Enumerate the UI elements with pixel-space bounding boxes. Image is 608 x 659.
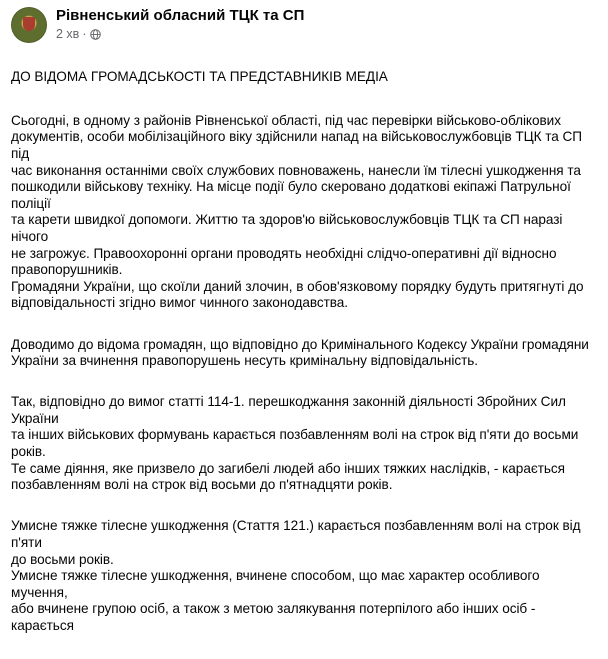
page-name-link[interactable]: Рівненський обласний ТЦК та СП bbox=[56, 7, 305, 24]
post-meta bbox=[56, 6, 304, 42]
separator-dot: · bbox=[82, 27, 87, 41]
post-headline: ДО ВІДОМА ГРОМАДСЬКОСТІ ТА ПРЕДСТАВНИКІВ МЕДІА bbox=[11, 68, 388, 84]
post-paragraph-2: Доводимо до відома громадян, що відповідно до Кримінального Кодексу України громадяни України за вчинення правопорушень несуть кримінальну відповідальність. bbox=[11, 336, 589, 369]
post-body bbox=[11, 52, 598, 659]
post-paragraph-4: Умисне тяжке тілесне ушкодження (Стаття 121.) карається позбавленням волі на строк від п'яти до восьми років. Умисне тяжке тілесне ушкодження, вчинене способом, що має характер особливого мучення, або вчинене групою осіб, а також з метою залякування потерпілого або інших осіб - карається bbox=[11, 518, 581, 633]
globe-icon bbox=[90, 29, 101, 40]
post-header bbox=[11, 0, 598, 52]
post-timestamp[interactable]: 2 хв bbox=[56, 27, 80, 41]
post-subline bbox=[56, 26, 304, 42]
post-paragraph-1: Сьогодні, в одному з районів Рівненської області, під час перевірки військово-облікових документів, особи мобілізаційного віку здійснили напад на військовослужбовців ТЦК та СП під час виконання останніми своїх службових повноважень, нанесли їм тілесні ушкодження та пошкодили військову техніку. На місце події було скеровано додаткові екіпажі Патрульної поліції та карети швидкої допомоги. Життю та здоров'ю військовослужбовців ТЦК та СП наразі нічого не загрожує. Правоохоронні органи проводять необхідні слідчо-оперативні дії відносно правопорушників. Громадяни України, що скоїли даний злочин, в обов'язковому порядку будуть притягнуті до відповідальності згідно вимог чинного законодавства. bbox=[11, 112, 584, 311]
page-avatar[interactable] bbox=[11, 7, 47, 43]
post-paragraph-3: Так, відповідно до вимог статті 114-1. перешкоджання законній діяльності Збройних Сил України та інших військових формувань карається позбавленням волі на строк від п'яти до восьми років. Те саме діяння, яке призвело до загибелі людей або інших тяжких наслідків, - карається позбавленням волі на строк від восьми до п'ятнадцяти років. bbox=[11, 394, 579, 493]
